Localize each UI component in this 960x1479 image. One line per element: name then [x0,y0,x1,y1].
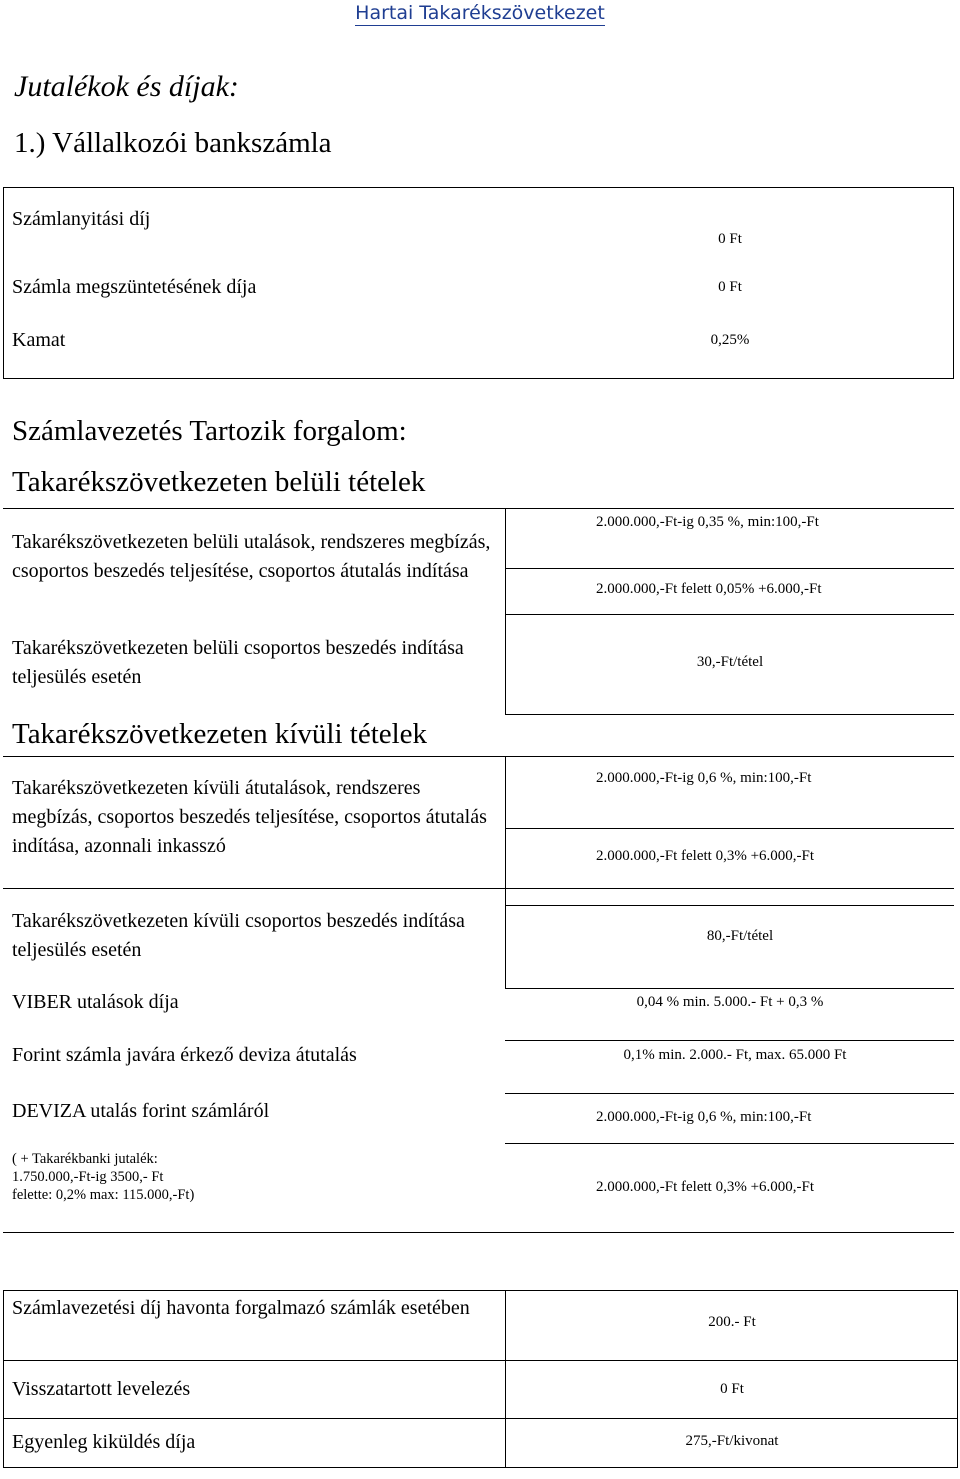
internal-transfers-value-1: 2.000.000,-Ft-ig 0,35 %, min:100,-Ft [596,514,819,530]
monthly-fee-label: Számlavezetési díj havonta forgalmazó számlák esetében [12,1297,470,1319]
internal-heading: Takarékszövetkezeten belüli tételek [12,466,426,498]
fx-transfer-note-2: 1.750.000,-Ft-ig 3500,- Ft [12,1169,164,1185]
fee-label: Számla megszüntetésének díja [12,276,257,298]
page-title: Jutalékok és díjak: [14,70,239,103]
internal-transfers-value-2: 2.000.000,-Ft felett 0,05% +6.000,-Ft [596,581,822,597]
monthly-fee-value: 275,-Ft/kivonat [685,1433,779,1449]
fx-transfer-note-1: ( + Takarékbanki jutalék: [12,1151,158,1167]
fee-value: 0 Ft [718,279,742,295]
viber-value: 0,04 % min. 5.000.- Ft + 0,3 % [636,994,824,1010]
fee-value: 0 Ft [718,231,742,247]
fee-value: 0,25% [710,332,750,348]
internal-transfers-label: Takarékszövetkezeten belüli utalások, rendszeres megbízás, csoportos beszedés teljesítése, csoportos átutalás indítása [12,531,491,582]
forint-fx-label: Forint számla javára érkező deviza átutalás [12,1044,357,1066]
external-transfers-label: Takarékszövetkezeten kívüli átutalások, rendszeres megbízás, csoportos beszedés teljesítése, csoportos átutalás indítása, azonnali inkasszó [12,777,487,857]
viber-label: VIBER utalások díja [12,991,179,1013]
external-collection-value: 80,-Ft/tétel [706,928,774,944]
monthly-fee-label: Visszatartott levelezés [12,1378,191,1400]
monthly-fee-value: 200.- Ft [708,1314,756,1330]
forint-fx-value: 0,1% min. 2.000.- Ft, max. 65.000 Ft [623,1047,847,1063]
external-collection-label: Takarékszövetkezeten kívüli csoportos beszedés indítása teljesülés esetén [12,910,465,961]
fx-transfer-value-2: 2.000.000,-Ft felett 0,3% +6.000,-Ft [596,1179,815,1195]
fee-label: Számlanyitási díj [12,208,151,230]
fx-transfer-value-1: 2.000.000,-Ft-ig 0,6 %, min:100,-Ft [596,1109,812,1125]
debit-heading: Számlavezetés Tartozik forgalom: [12,415,407,447]
bank-name-link[interactable]: Hartai Takarékszövetkezet [355,2,605,24]
internal-collection-label: Takarékszövetkezeten belüli csoportos beszedés indítása teljesülés esetén [12,637,464,688]
fx-transfer-note-3: felette: 0,2% max: 115.000,-Ft) [12,1187,195,1203]
external-transfers-value-1: 2.000.000,-Ft-ig 0,6 %, min:100,-Ft [596,770,812,786]
section-heading: 1.) Vállalkozói bankszámla [14,127,332,159]
fx-transfer-label: DEVIZA utalás forint számláról [12,1100,270,1122]
external-transfers-value-2: 2.000.000,-Ft felett 0,3% +6.000,-Ft [596,848,815,864]
monthly-fee-value: 0 Ft [720,1381,744,1397]
monthly-fee-label: Egyenleg kiküldés díja [12,1431,196,1453]
fee-label: Kamat [12,329,66,351]
internal-collection-value: 30,-Ft/tétel [696,654,764,670]
external-heading: Takarékszövetkezeten kívüli tételek [12,718,428,750]
